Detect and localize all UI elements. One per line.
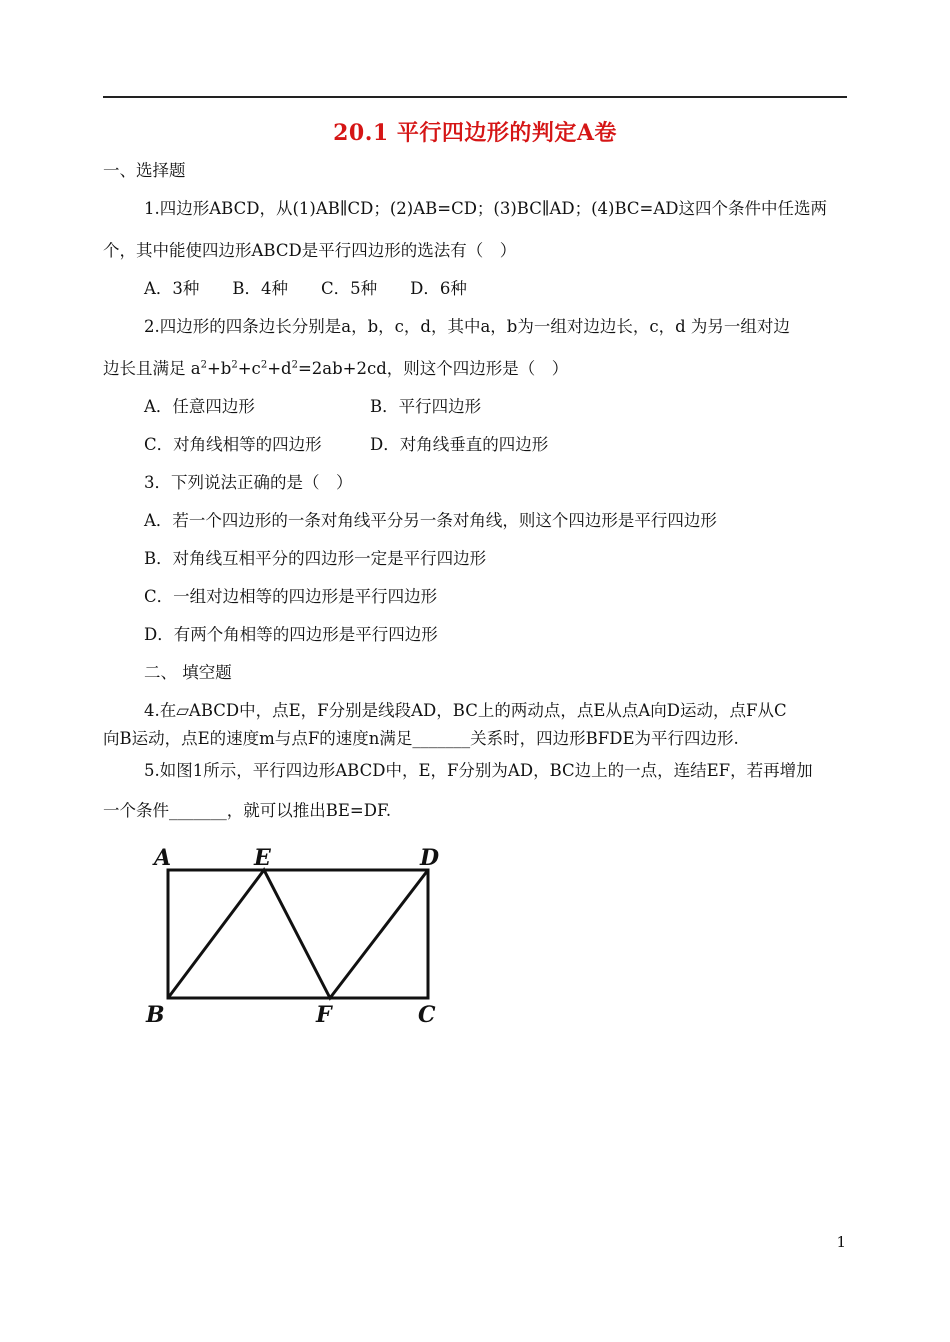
question-3-option-c: C．一组对边相等的四边形是平行四边形 bbox=[144, 587, 438, 606]
question-2-line-1: 2.四边形的四条边长分别是a，b，c，d，其中a，b为一组对边边长，c，d 为另一组对边 bbox=[144, 317, 790, 336]
question-1-options: A．3种 B．4种 C．5种 D．6种 bbox=[144, 279, 467, 298]
page-number: 1 bbox=[836, 1233, 846, 1251]
parallelogram-figure bbox=[138, 838, 458, 1033]
page-title: 20.1 平行四边形的判定A卷 bbox=[333, 120, 617, 146]
question-2-option-b: B．平行四边形 bbox=[370, 397, 482, 416]
question-2-option-d: D．对角线垂直的四边形 bbox=[370, 435, 549, 454]
question-3-option-d: D．有两个角相等的四边形是平行四边形 bbox=[144, 625, 438, 644]
label-a: A bbox=[154, 845, 172, 871]
section-heading-fill: 二、 填空题 bbox=[144, 663, 232, 682]
question-2-option-a: A．任意四边形 bbox=[144, 397, 255, 416]
question-3-stem: 3．下列说法正确的是（ ） bbox=[144, 473, 353, 492]
question-2-line-2: 边长且满足 $a^2+b^2+c^2+d^2=2ab+2cd$，则这个四边形是（ ） bbox=[103, 359, 569, 378]
question-3-option-b: B．对角线互相平分的四边形一定是平行四边形 bbox=[144, 549, 487, 568]
question-1-line-2: 个，其中能使四边形ABCD是平行四边形的选法有（ ） bbox=[103, 241, 517, 260]
section-heading-choice: 一、选择题 bbox=[103, 161, 186, 180]
question-1-line-1: 1.四边形ABCD，从(1)AB∥CD；(2)AB=CD；(3)BC∥AD；(4)BC=AD这四个条件中任选两 bbox=[144, 199, 828, 218]
label-b: B bbox=[146, 1002, 165, 1028]
question-5-line-1: 5.如图1所示，平行四边形ABCD中，E，F分别为AD，BC边上的一点，连结EF，若再增加 bbox=[144, 761, 813, 780]
question-3-option-a: A．若一个四边形的一条对角线平分另一条对角线，则这个四边形是平行四边形 bbox=[144, 511, 717, 530]
top-rule bbox=[103, 96, 847, 98]
label-d: D bbox=[420, 845, 440, 871]
question-4-line-2: 向B运动，点E的速度m与点F的速度n满足_______关系时，四边形BFDE为平行四边形. bbox=[103, 729, 739, 748]
question-4-line-1: 4.在▱ABCD中，点E，F分别是线段AD，BC上的两动点，点E从点A向D运动，点F从C bbox=[144, 701, 787, 720]
label-f: F bbox=[316, 1002, 332, 1028]
segments-be-ef-fd bbox=[168, 870, 428, 998]
question-2-option-c: C．对角线相等的四边形 bbox=[144, 435, 322, 454]
question-5-line-2: 一个条件_______，就可以推出BE=DF. bbox=[103, 801, 392, 820]
label-e: E bbox=[254, 845, 271, 871]
label-c: C bbox=[418, 1002, 436, 1028]
